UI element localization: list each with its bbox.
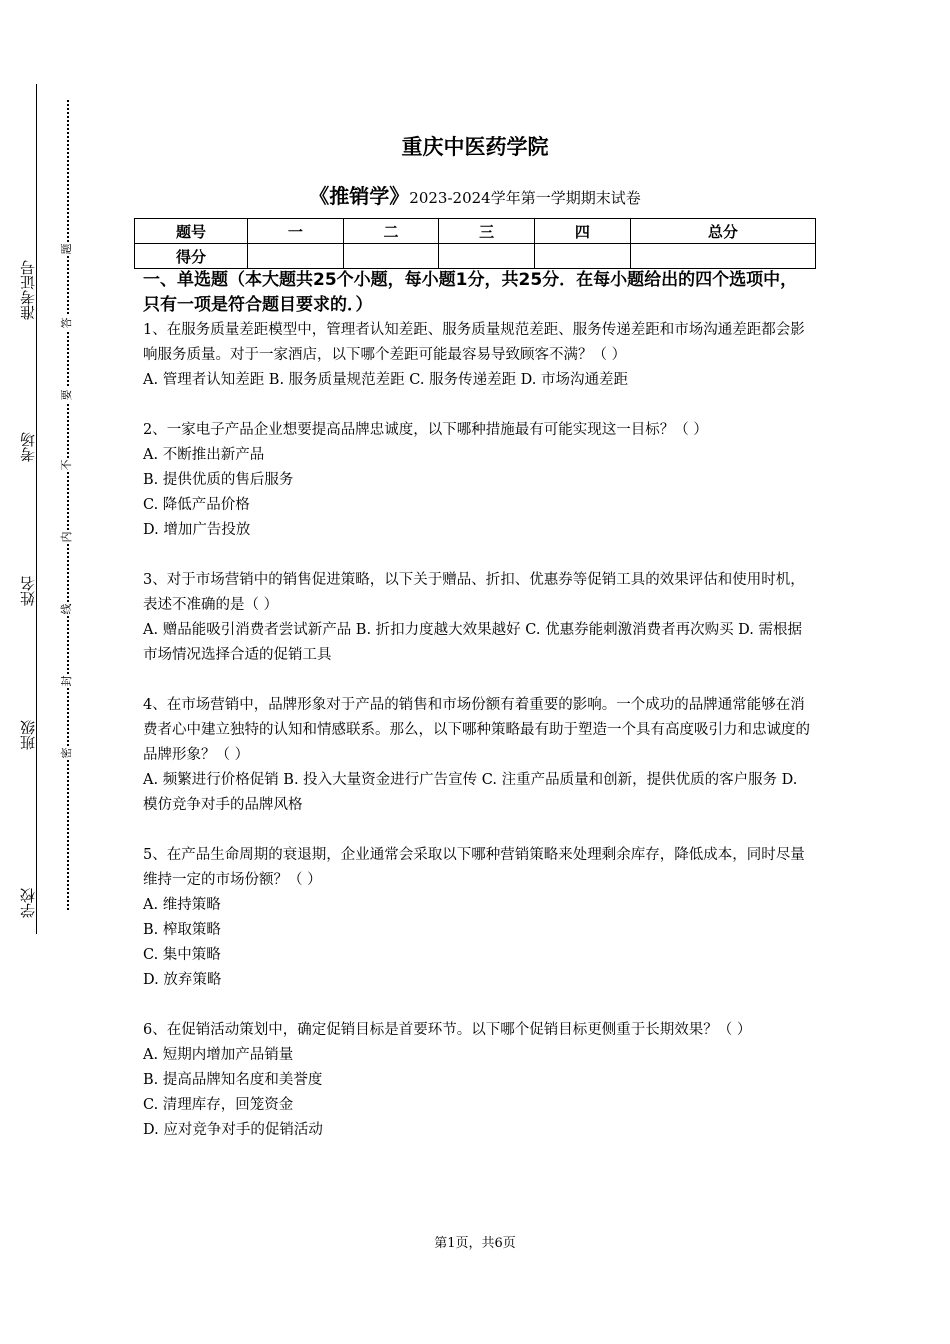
option-item: D. 应对竞争对手的促销活动 bbox=[143, 1122, 323, 1138]
course-name: 《推销学》 bbox=[309, 184, 410, 208]
question-stem: 1、在服务质量差距模型中，管理者认知差距、服务质量规范差距、服务传递差距和市场沟通差距都会影响服务质量。对于一家酒店，以下哪个差距可能最容易导致顾客不满？（ ） bbox=[143, 322, 805, 363]
table-cell: 得分 bbox=[135, 244, 248, 269]
question-2 bbox=[143, 418, 813, 543]
score-blank-cell bbox=[439, 244, 535, 269]
option-item: B. 榨取策略 bbox=[143, 922, 221, 938]
option-item: D. 增加广告投放 bbox=[143, 522, 251, 538]
binding-line bbox=[36, 84, 37, 934]
seal-char: 要 bbox=[60, 389, 73, 401]
seal-char: 密 bbox=[60, 747, 73, 759]
question-5 bbox=[143, 843, 813, 993]
question-stem: 2、一家电子产品企业想要提高品牌忠诚度，以下哪种措施最有可能实现这一目标？（ ） bbox=[143, 422, 708, 438]
score-blank-cell bbox=[535, 244, 631, 269]
question-4 bbox=[143, 693, 813, 818]
question-stem: 4、在市场营销中，品牌形象对于产品的销售和市场份额有着重要的影响。一个成功的品牌通常能够在消费者心中建立独特的认知和情感联系。那么，以下哪种策略最有助于塑造一个具有高度吸引力和忠诚度的品牌形象？（ ） bbox=[143, 697, 810, 763]
option-item: C. 集中策略 bbox=[143, 947, 221, 963]
option-item: B. 提供优质的售后服务 bbox=[143, 472, 294, 488]
score-blank-cell bbox=[343, 244, 439, 269]
question-stem: 3、对于市场营销中的销售促进策略，以下关于赠品、折扣、优惠券等促销工具的效果评估和使用时机，表述不准确的是（ ） bbox=[143, 572, 805, 613]
table-cell: 三 bbox=[439, 219, 535, 244]
seal-char: 答 bbox=[60, 317, 73, 329]
option-item: C. 降低产品价格 bbox=[143, 497, 250, 513]
question-options: A. 赠品能吸引消费者尝试新产品 B. 折扣力度越大效果越好 C. 优惠券能刺激消费者再次购买 D. 需根据市场情况选择合适的促销工具 bbox=[143, 622, 803, 663]
option-item: A. 短期内增加产品销量 bbox=[143, 1047, 294, 1063]
option-item: D. 放弃策略 bbox=[143, 972, 222, 988]
seal-char: 不 bbox=[60, 459, 73, 471]
question-options: A. 管理者认知差距 B. 服务质量规范差距 C. 服务传递差距 D. 市场沟通差距 bbox=[143, 372, 629, 388]
option-item: C. 清理库存，回笼资金 bbox=[143, 1097, 294, 1113]
seal-char: 线 bbox=[60, 603, 73, 615]
term-text: 2023-2024学年第一学期期末试卷 bbox=[409, 189, 641, 207]
option-item: A. 维持策略 bbox=[143, 897, 221, 913]
field-room-label: 考场 bbox=[20, 428, 36, 466]
exam-subtitle bbox=[0, 180, 950, 209]
option-item: B. 提高品牌知名度和美誉度 bbox=[143, 1072, 323, 1088]
seal-dotted-line bbox=[67, 100, 69, 910]
field-exam-id-label: 准考证号 bbox=[20, 256, 36, 324]
table-cell: 四 bbox=[535, 219, 631, 244]
score-table-score-row bbox=[135, 244, 816, 269]
option-item: A. 不断推出新产品 bbox=[143, 447, 265, 463]
score-blank-cell bbox=[630, 244, 815, 269]
seal-char: 内 bbox=[60, 531, 73, 543]
question-1 bbox=[143, 318, 813, 393]
seal-char: 封 bbox=[60, 675, 73, 687]
question-stem: 5、在产品生命周期的衰退期，企业通常会采取以下哪种营销策略来处理剩余库存，降低成本，同时尽量维持一定的市场份额？（ ） bbox=[143, 847, 805, 888]
score-table-header-row bbox=[135, 219, 816, 244]
binding-fields bbox=[18, 84, 58, 934]
exam-content bbox=[143, 268, 813, 1143]
section-heading: 一、单选题（本大题共25个小题，每小题1分，共25分．在每小题给出的四个选项中，只有一项是符合题目要求的．） bbox=[143, 270, 798, 315]
score-table bbox=[134, 218, 816, 269]
question-stem: 6、在促销活动策划中，确定促销目标是首要环节。以下哪个促销目标更侧重于长期效果？（ ） bbox=[143, 1022, 752, 1038]
table-cell: 总分 bbox=[630, 219, 815, 244]
field-class-label: 班级 bbox=[20, 716, 36, 754]
page-footer: 第1页，共6页 bbox=[434, 1236, 516, 1251]
field-name-label: 姓名 bbox=[20, 572, 36, 610]
table-cell: 二 bbox=[343, 219, 439, 244]
question-6 bbox=[143, 1018, 813, 1143]
school-title: 重庆中医药学院 bbox=[401, 135, 549, 159]
table-cell: 一 bbox=[248, 219, 344, 244]
table-cell: 题号 bbox=[135, 219, 248, 244]
question-3 bbox=[143, 568, 813, 668]
score-blank-cell bbox=[248, 244, 344, 269]
seal-char: 题 bbox=[60, 243, 73, 255]
field-school-label: 学校 bbox=[20, 884, 36, 922]
question-options: A. 频繁进行价格促销 B. 投入大量资金进行广告宣传 C. 注重产品质量和创新，提供优质的客户服务 D. 模仿竞争对手的品牌风格 bbox=[143, 772, 798, 813]
